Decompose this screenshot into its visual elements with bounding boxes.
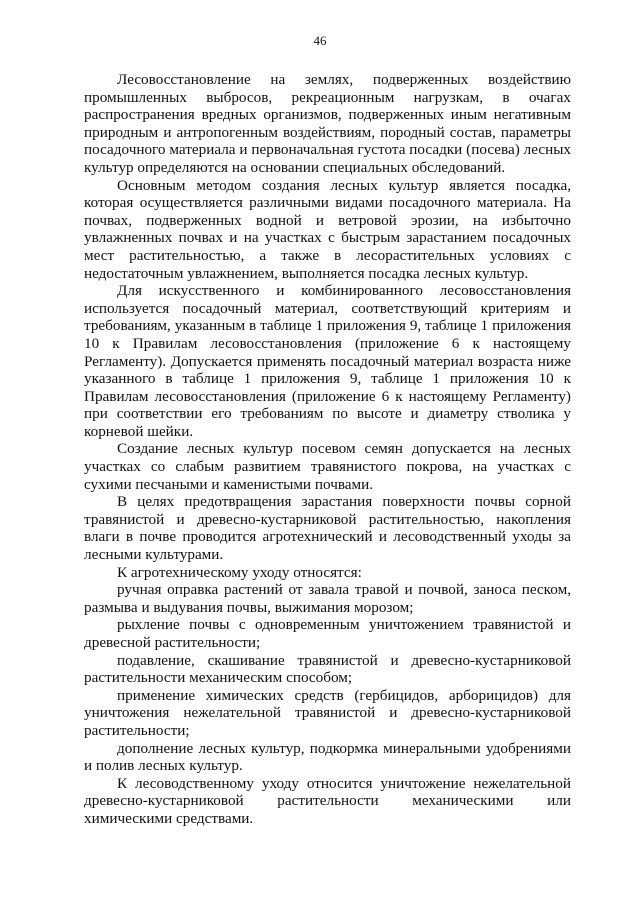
paragraph-reforestation-conditions: Лесовосстановление на землях, подверженных воздействию промышленных выбросов, рекреационным нагрузкам, в очагах распространения вредных организмов, подверженных иным негативным природным и антропогенным воздействиям, породный состав, параметры посадочного материала и первоначальная густота посадки (посева) лесных культур определяются на основании специальных обследований. (84, 71, 571, 176)
paragraph-care-purpose: В целях предотвращения зарастания поверхности почвы сорной травянистой и древесно-кустарниковой растительностью, накопления влаги в почве проводится агротехнический и лесоводственный уходы за лесными культурами. (84, 493, 571, 564)
paragraph-silvicultural-care: К лесоводственному уходу относится уничтожение нежелательной древесно-кустарниковой растительности механическими или химическими средствами. (84, 774, 571, 827)
paragraph-planting-method: Основным методом создания лесных культур является посадка, которая осуществляется различными видами посадочного материала. На почвах, подверженных водной и ветровой эрозии, на избыточно увлажненных почвах и на участках с быстрым зарастанием посадочных мест растительностью, а также в лесорастительных условиях с недостаточным увлажнением, выполняется посадка лесных культур. (84, 176, 571, 282)
paragraph-planting-material: Для искусственного и комбинированного лесовосстановления используется посадочный материал, соответствующий критериям и требованиям, указанным в таблице 1 приложения 9, таблице 1 приложения 10 к Правилам лесовосстановления (приложение 6 к настоящему Регламенту). Допускается применять посадочный материал возраста ниже указанного в таблице 1 приложения 9, таблице 1 приложения 10 к Правилам лесовосстановления (приложение 6 к настоящему Регламенту) при соответствии его требованиям по высоте и диаметру стволика у корневой шейки. (84, 282, 571, 440)
page-number: 46 (313, 33, 327, 48)
list-item-chemicals: применение химических средств (гербицидов, арборицидов) для уничтожения нежелательной травянистой и древесно-кустарниковой растительности; (84, 686, 571, 739)
paragraph-agrotech-heading: К агротехническому уходу относятся: (117, 563, 362, 581)
paragraph-seeding: Создание лесных культур посевом семян допускается на лесных участках со слабым развитием травянистого покрова, на участках с сухими песчаными и каменистыми почвами. (84, 440, 571, 493)
list-item-mowing: подавление, скашивание травянистой и древесно-кустарниковой растительности механическим способом; (84, 651, 571, 687)
document-body (84, 71, 571, 828)
list-item-supplement-fertilize: дополнение лесных культур, подкормка минеральными удобрениями и полив лесных культур. (84, 739, 571, 775)
list-item-manual-clearing: ручная оправка растений от завала травой и почвой, заноса песком, размыва и выдувания почвы, выжимания морозом; (84, 581, 571, 616)
list-item-loosening: рыхление почвы с одновременным уничтожением травянистой и древесной растительности; (84, 616, 571, 651)
